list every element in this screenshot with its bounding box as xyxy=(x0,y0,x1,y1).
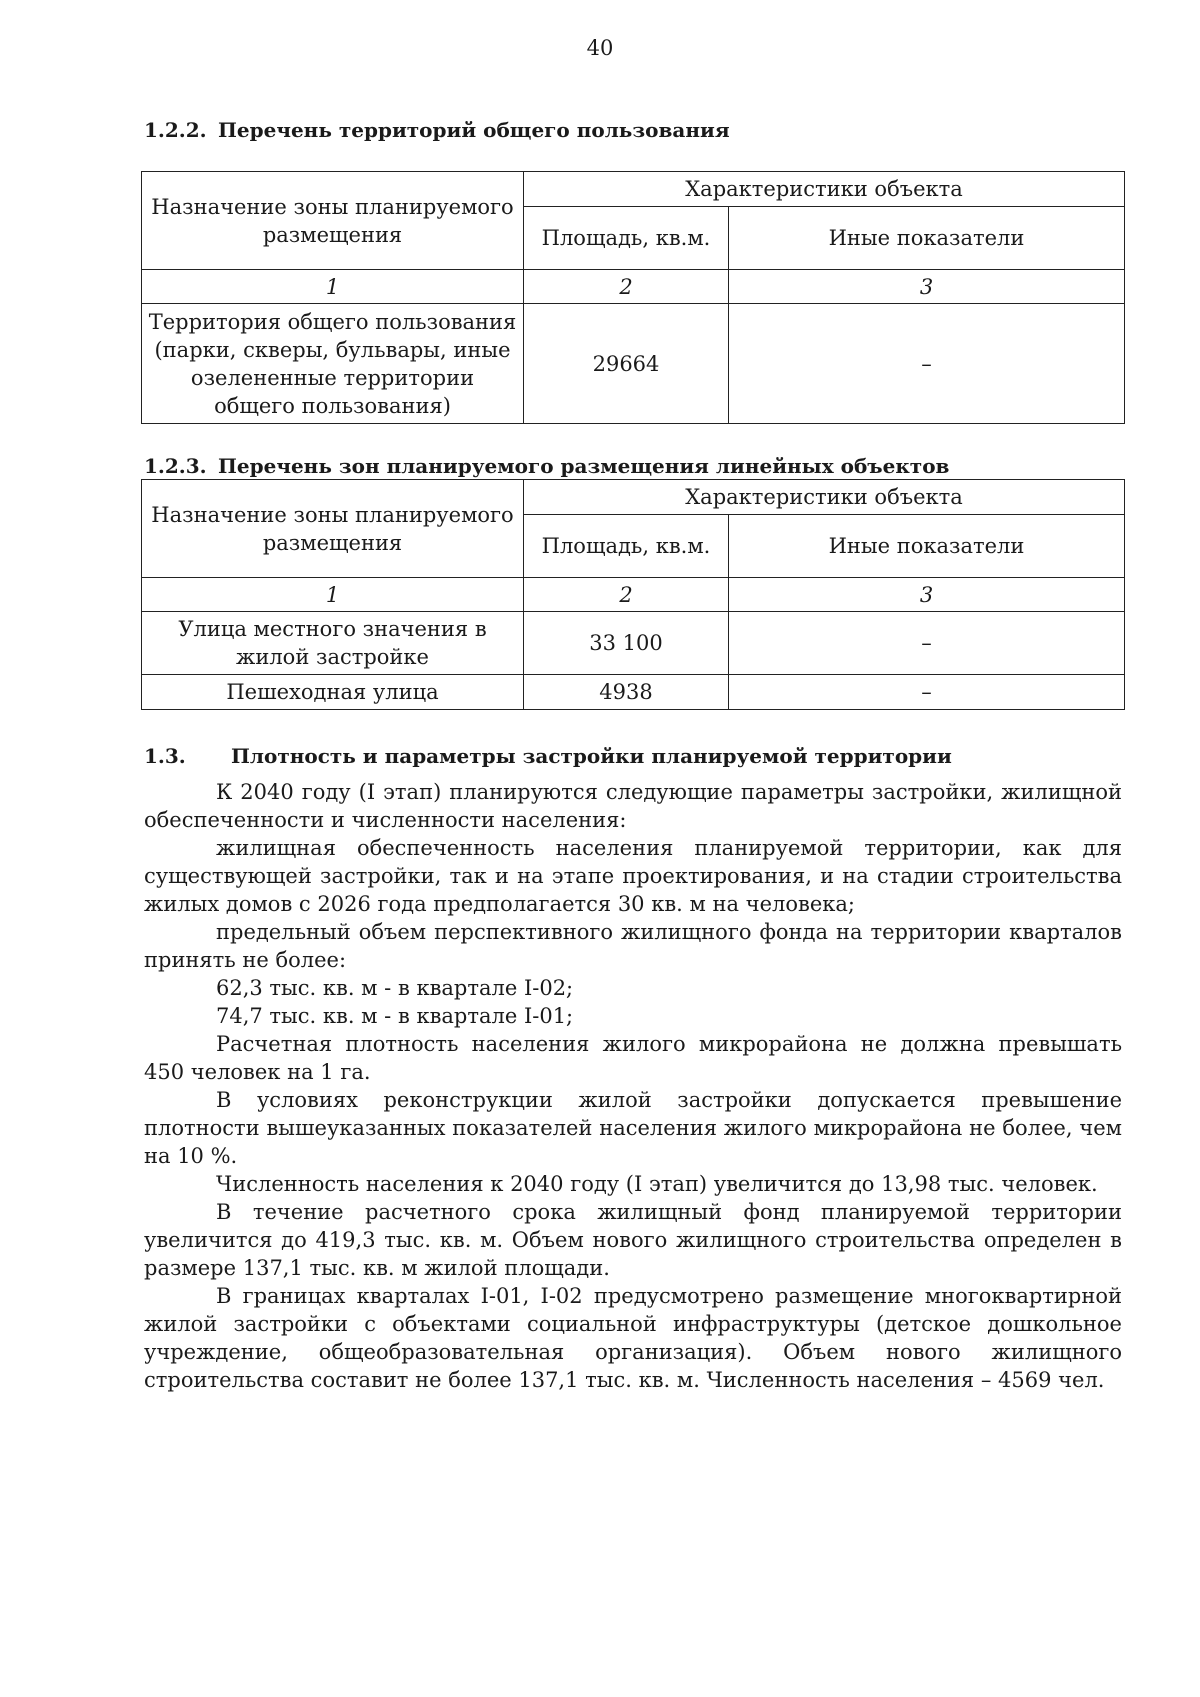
section-heading-1-2-2 xyxy=(144,116,730,144)
table-row xyxy=(142,675,1125,710)
row-area: 29664 xyxy=(524,304,729,424)
section-heading-1-2-3 xyxy=(144,452,949,480)
table-index-row xyxy=(142,578,1125,612)
row-other: – xyxy=(729,675,1125,710)
index-cell: 3 xyxy=(729,578,1125,612)
index-cell: 1 xyxy=(142,270,524,304)
index-cell: 2 xyxy=(524,270,729,304)
header-characteristics: Характеристики объекта xyxy=(524,480,1125,515)
section-number: 1.3. xyxy=(144,744,186,768)
table-index-row xyxy=(142,270,1125,304)
row-name: Пешеходная улица xyxy=(142,675,524,710)
section-title: Перечень территорий общего пользования xyxy=(218,118,730,142)
row-other: – xyxy=(729,304,1125,424)
paragraph: В границах кварталах I-01, I-02 предусмотрено размещение многоквартирной жилой застройки с объектами социальной инфраструктуры (детское дошкольное учреждение, общеобразовательная организация). Объем нового жилищного строительства составит не более 137,1 тыс. кв. м. Численность населения – 4569 чел. xyxy=(144,1284,1122,1392)
section-heading-1-3 xyxy=(144,742,952,770)
paragraph: жилищная обеспеченность населения планируемой территории, как для существующей застройки, так и на этапе проектирования, и на стадии строительства жилых домов с 2026 года предполагается 30 кв. м на человека; xyxy=(144,836,1122,916)
section-number: 1.2.2. xyxy=(144,118,207,142)
row-other: – xyxy=(729,612,1125,675)
linear-objects-table xyxy=(141,479,1125,710)
paragraph: Численность населения к 2040 году (I этап) увеличится до 13,98 тыс. человек. xyxy=(216,1172,1098,1196)
header-characteristics: Характеристики объекта xyxy=(524,172,1125,207)
section-number: 1.2.3. xyxy=(144,454,207,478)
row-area: 33 100 xyxy=(524,612,729,675)
paragraph: К 2040 году (I этап) планируются следующие параметры застройки, жилищной обеспеченности и численности населения: xyxy=(144,780,1122,832)
paragraph: 62,3 тыс. кв. м - в квартале I-02; xyxy=(216,976,574,1000)
paragraph: 74,7 тыс. кв. м - в квартале I-01; xyxy=(216,1004,574,1028)
paragraph: Расчетная плотность населения жилого микрорайона не должна превышать 450 человек на 1 га. xyxy=(144,1032,1122,1084)
page-number: 40 xyxy=(586,36,614,60)
header-other: Иные показатели xyxy=(729,207,1125,270)
table-row xyxy=(142,612,1125,675)
paragraph: В течение расчетного срока жилищный фонд планируемой территории увеличится до 419,3 тыс. кв. м. Объем нового жилищного строительства определен в размере 137,1 тыс. кв. м жилой площади. xyxy=(144,1200,1122,1280)
row-name: Территория общего пользования (парки, скверы, бульвары, иные озелененные территории общего пользования) xyxy=(142,304,524,424)
header-area: Площадь, кв.м. xyxy=(524,515,729,578)
index-cell: 2 xyxy=(524,578,729,612)
header-other: Иные показатели xyxy=(729,515,1125,578)
header-purpose: Назначение зоны планируемого размещения xyxy=(142,480,524,578)
row-area: 4938 xyxy=(524,675,729,710)
table-header-row xyxy=(142,480,1125,515)
header-area: Площадь, кв.м. xyxy=(524,207,729,270)
section-body xyxy=(144,778,1122,1394)
paragraph: В условиях реконструкции жилой застройки допускается превышение плотности вышеуказанных показателей населения жилого микрорайона не более, чем на 10 %. xyxy=(144,1088,1122,1168)
table-header-row xyxy=(142,172,1125,207)
row-name: Улица местного значения в жилой застройке xyxy=(142,612,524,675)
section-title: Плотность и параметры застройки планируемой территории xyxy=(231,744,952,768)
paragraph: предельный объем перспективного жилищного фонда на территории кварталов принять не более: xyxy=(144,920,1122,972)
section-title: Перечень зон планируемого размещения линейных объектов xyxy=(218,454,950,478)
table-row xyxy=(142,304,1125,424)
public-territories-table xyxy=(141,171,1125,424)
index-cell: 1 xyxy=(142,578,524,612)
index-cell: 3 xyxy=(729,270,1125,304)
header-purpose: Назначение зоны планируемого размещения xyxy=(142,172,524,270)
